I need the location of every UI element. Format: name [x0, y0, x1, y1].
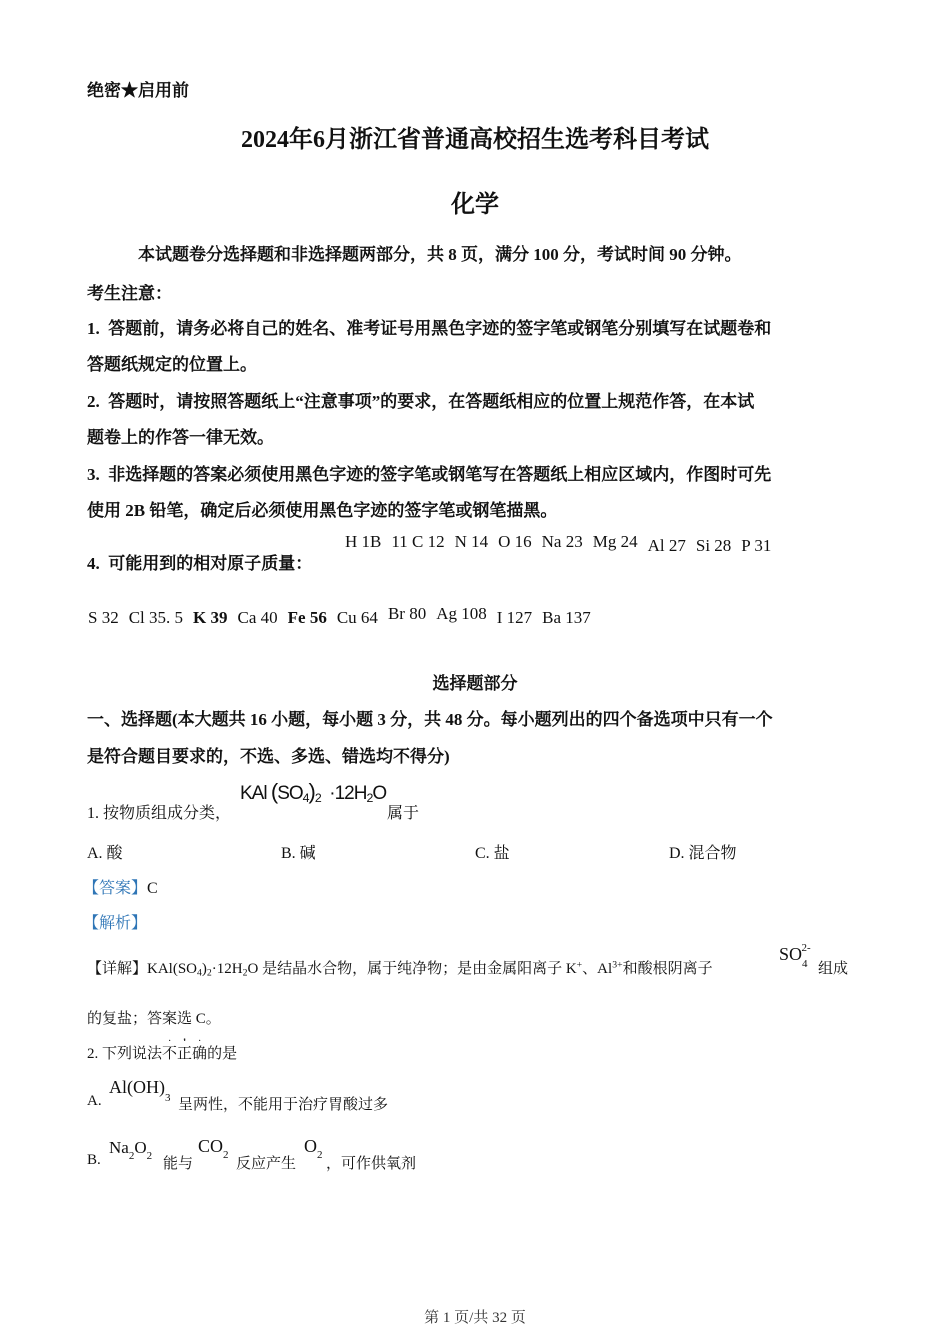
q1-option-d: D. 混合物 — [669, 845, 737, 862]
q2-option-b-text-2: 反应产生 — [236, 1156, 297, 1172]
q1-detail-cont: 的复盐；答案选 C。 — [87, 1011, 221, 1027]
aluminum-hydroxide-formula: $Al(OH)_3$ — [109, 1077, 171, 1104]
sodium-peroxide-formula: $Na_2O_2$ — [109, 1138, 153, 1162]
q1-answer — [83, 875, 158, 898]
notice-item-1: 1. 答题前，请务必将自己的姓名、准考证号用黑色字迹的签字笔或钢笔分别填写在试题卷和 — [87, 319, 772, 338]
atomic-masses-row-1: H 1B 11 C 12 N 14 O 16 Na 23 Mg 24 Al 27 Si 28 P 31 — [345, 532, 772, 555]
notice-item-3: 3. 非选择题的答案必须使用黑色字迹的签字笔或钢笔写在答题纸上相应区域内，作图时可先 — [87, 465, 772, 484]
section-title: 选择题部分 — [432, 674, 518, 693]
q2-emphasis: · 不 · 正 · 确 · — [162, 1046, 207, 1062]
notice-item-3-cont: 使用 2B 铅笔，确定后必须使用黑色字迹的签字笔或钢笔描黑。 — [87, 501, 558, 520]
notice-item-1-cont: 答题纸规定的位置上。 — [87, 355, 257, 374]
q2-option-b-text-3: ，可作供氧剂 — [326, 1156, 417, 1172]
q2-option-a-label: A. — [87, 1093, 102, 1109]
q1-option-b: B. 碱 — [281, 845, 316, 862]
notice-item-2-cont: 题卷上的作答一律无效。 — [87, 428, 274, 447]
q1-detail-end: 组成 — [818, 961, 849, 977]
exam-intro: 本试题卷分选择题和非选择题两部分，共 8 页，满分 100 分，考试时间 90 分钟。 — [138, 245, 742, 264]
q1-option-a: A. 酸 — [87, 845, 123, 862]
q2-option-a-text: 呈两性，不能用于治疗胃酸过多 — [178, 1097, 389, 1113]
sulfate-ion-formula: $SO_4^{2-}$ — [779, 942, 811, 970]
notice-item-4: 4. 可能用到的相对原子质量： — [87, 554, 313, 573]
q1-stem-suffix: 属于 — [387, 805, 420, 822]
q1-option-c: C. 盐 — [475, 845, 510, 862]
subject-title: 化学 — [451, 192, 499, 218]
page-indicator: 第 1 页/共 32 页 — [424, 1310, 526, 1326]
answer-label: 【答案】 — [83, 880, 148, 897]
q1-formula: KAl $(SO_4)_2 \cdot 12H_2O$ — [240, 779, 387, 806]
q2-option-b-label: B. — [87, 1152, 101, 1168]
q1-stem-prefix: 1. 按物质组成分类， — [87, 805, 232, 822]
answer-value: C — [147, 880, 158, 897]
exam-title: 2024年6月浙江省普通高校招生选考科目考试 — [241, 127, 709, 153]
q2-option-b-text-1: 能与 — [163, 1156, 194, 1172]
q1-detail: 【详解】$KAl(SO_4)_2\cdot 12H_2O$ 是结晶水合物，属于纯净物；是由金属阳离子 K+、$Al^{3+}$和酸根阴离子 — [87, 959, 713, 979]
notice-item-2: 2. 答题时，请按照答题纸上“注意事项”的要求，在答题纸相应的位置上规范作答，在本试 — [87, 392, 755, 411]
section-instructions: 一、选择题(本大题共 16 小题，每小题 3 分，共 48 分。每小题列出的四个备选项中只有一个 — [87, 710, 773, 729]
atomic-masses-row-2: S 32 Cl 35. 5 K 39 Ca 40 Fe 56 Cu 64 Br 80 Ag 108 I 127 Ba 137 — [88, 604, 591, 627]
carbon-dioxide-formula: $CO_2$ — [198, 1136, 229, 1161]
q2-stem: 2. 下列说法· 不 · 正 · 确 · 的是 — [87, 1042, 237, 1063]
oxygen-formula: $O_2$ — [304, 1136, 323, 1161]
section-instructions-cont: 是符合题目要求的，不选、多选、错选均不得分) — [87, 747, 450, 766]
confidential-mark: 绝密★启用前 — [87, 81, 189, 100]
notice-title: 考生注意： — [87, 284, 172, 303]
q1-analysis-label: 【解析】 — [83, 915, 148, 932]
